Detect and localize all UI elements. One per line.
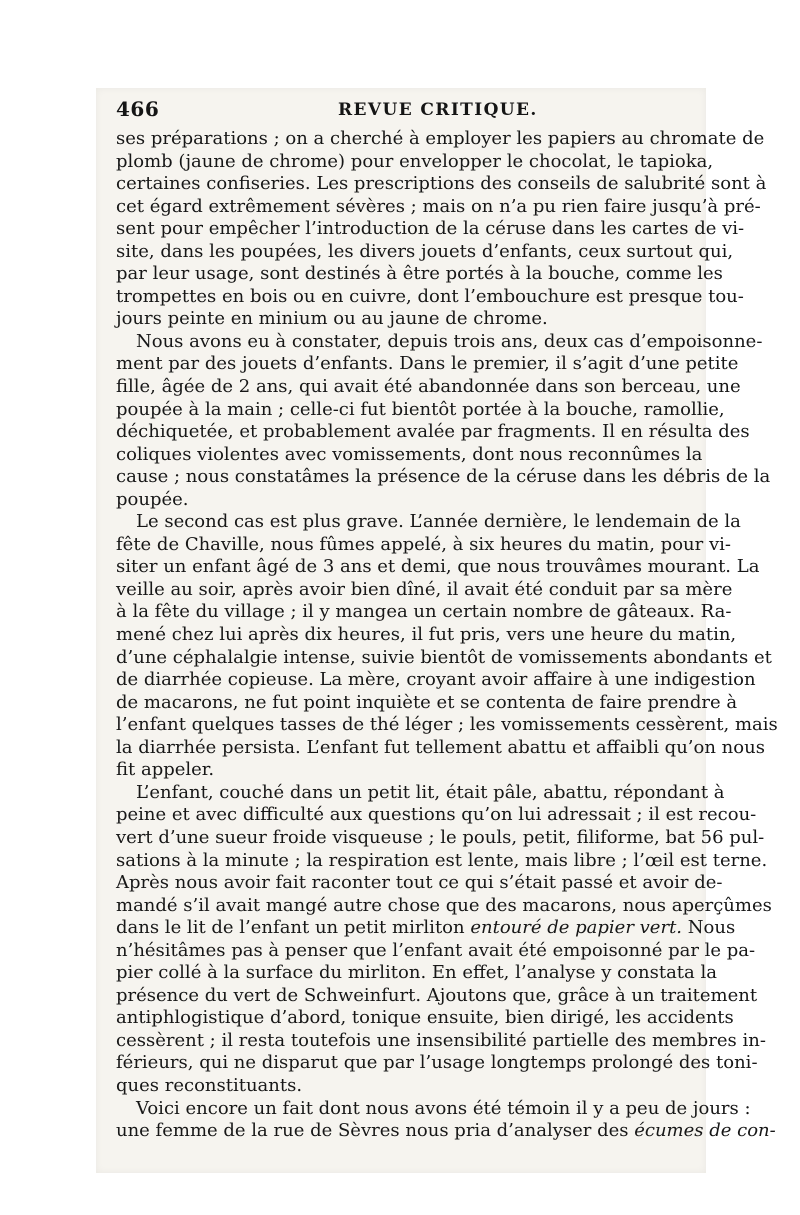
text-line: siter un enfant âgé de 3 ans et demi, que nous trouvâmes mourant. La [116,556,760,578]
text-fragment: Nous [687,917,736,939]
text-fragment: une femme de la rue de Sèvres nous pria d’analyser des [116,1120,629,1142]
text-line: trompettes en bois ou en cuivre, dont l’embouchure est presque tou- [116,285,744,307]
text-line: par leur usage, sont destinés à être portés à la bouche, comme les [116,263,723,285]
text-line: mandé s’il avait mangé autre chose que des macarons, nous aperçûmes [116,894,772,916]
text-line: la diarrhée persista. L’enfant fut tellement abattu et affaibli qu’on nous [116,736,765,758]
italic-phrase: entouré de papier vert. [470,917,683,939]
text-line: fille, âgée de 2 ans, qui avait été abandonnée dans son berceau, une [116,376,741,398]
paragraph-start-line: Le second cas est plus grave. L’année dernière, le lendemain de la [136,511,741,533]
text-line: ques reconstituants. [116,1074,303,1096]
text-line: cessèrent ; il resta toutefois une insensibilité partielle des membres in- [116,1029,766,1051]
text-line: vert d’une sueur froide visqueuse ; le pouls, petit, filiforme, bat 56 pul- [116,826,765,848]
running-head: REVUE CRITIQUE. [338,100,538,120]
text-line: jours peinte en minium ou au jaune de chrome. [116,308,548,330]
text-line: poupée à la main ; celle-ci fut bientôt portée à la bouche, ramollie, [116,398,725,420]
text-line: ses préparations ; on a cherché à employer les papiers au chromate de [116,128,765,149]
page-number: 466 [116,97,160,121]
text-line: cet égard extrêmement sévères ; mais on n’a pu rien faire jusqu’à pré- [116,195,761,217]
page-header [116,97,694,125]
mixed-style-line [116,1120,776,1143]
text-line: veille au soir, après avoir bien dîné, il avait été conduit par sa mère [116,578,733,600]
text-line: ment par des jouets d’enfants. Dans le premier, il s’agit d’une petite [116,353,739,375]
text-line: site, dans les poupées, les divers jouets d’enfants, ceux surtout qui, [116,240,734,262]
text-line: déchiquetée, et probablement avalée par fragments. Il en résulta des [116,421,750,443]
article-body [116,128,778,1143]
paragraph-start-line: Voici encore un fait dont nous avons été témoin il y a peu de jours : [136,1097,751,1119]
text-line: sent pour empêcher l’introduction de la céruse dans les cartes de vi- [116,218,745,240]
text-line: antiphlogistique d’abord, tonique ensuite, bien dirigé, les accidents [116,1007,734,1029]
text-line: poupée. [116,488,189,510]
text-line: coliques violentes avec vomissements, dont nous reconnûmes la [116,443,703,465]
text-line: férieurs, qui ne disparut que par l’usage longtemps prolongé des toni- [116,1052,758,1074]
text-line: mené chez lui après dix heures, il fut pris, vers une heure du matin, [116,624,737,646]
text-line: cause ; nous constatâmes la présence de la céruse dans les débris de la [116,466,771,488]
text-line: peine et avec difficulté aux questions qu’on lui adressait ; il est recou- [116,804,757,826]
text-line: à la fête du village ; il y mangea un certain nombre de gâteaux. Ra- [116,601,732,623]
mixed-style-line [116,917,736,940]
text-line: fit appeler. [116,759,215,781]
text-line: l’enfant quelques tasses de thé léger ; les vomissements cessèrent, mais [116,714,778,736]
text-line: fête de Chaville, nous fûmes appelé, à six heures du matin, pour vi- [116,533,731,555]
text-fragment: dans le lit de l’enfant un petit mirliton [116,917,465,939]
text-line: présence du vert de Schweinfurt. Ajoutons que, grâce à un traitement [116,984,758,1006]
italic-phrase: écumes de con- [634,1120,776,1142]
paragraph-start-line: Nous avons eu à constater, depuis trois ans, deux cas d’empoisonne- [136,330,763,352]
text-line: Après nous avoir fait raconter tout ce qui s’était passé et avoir de- [116,872,723,894]
text-line: n’hésitâmes pas à penser que l’enfant avait été empoisonné par le pa- [116,939,756,961]
text-line: certaines confiseries. Les prescriptions des conseils de salubrité sont à [116,173,767,195]
text-line: pier collé à la surface du mirliton. En effet, l’analyse y constata la [116,962,717,984]
text-line: d’une céphalalgie intense, suivie bientôt de vomissements abondants et [116,646,772,668]
text-line: sations à la minute ; la respiration est lente, mais libre ; l’œil est terne. [116,849,768,871]
text-line: de diarrhée copieuse. La mère, croyant avoir affaire à une indigestion [116,669,756,691]
paragraph-start-line: L’enfant, couché dans un petit lit, était pâle, abattu, répondant à [136,781,725,803]
text-line: plomb (jaune de chrome) pour envelopper le chocolat, le tapioka, [116,150,714,172]
text-line: de macarons, ne fut point inquiète et se contenta de faire prendre à [116,691,738,713]
